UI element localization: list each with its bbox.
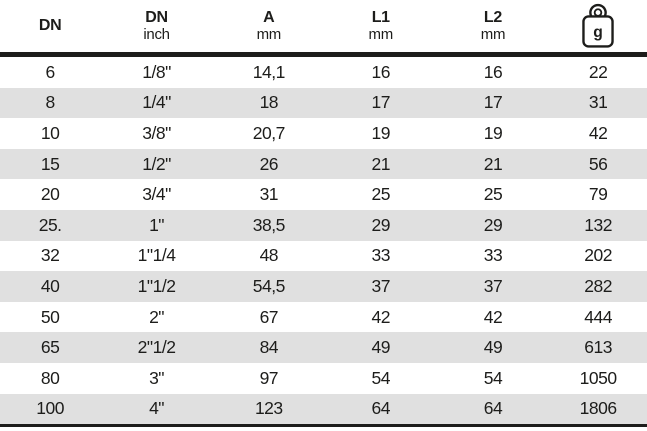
table-cell: 21 <box>371 153 390 174</box>
table-row <box>0 118 647 149</box>
table-row <box>0 210 647 241</box>
header-row <box>0 0 647 55</box>
column-header-dn <box>0 0 100 55</box>
column-label: L1 <box>371 8 390 26</box>
weight-unit-label: g <box>593 24 603 42</box>
table-cell: 282 <box>584 275 612 296</box>
table-cell: 42 <box>483 306 503 327</box>
table-cell: 202 <box>584 245 612 266</box>
table-cell: 37 <box>483 275 503 296</box>
table-cell: 38,5 <box>252 214 285 235</box>
column-label: A <box>263 8 275 26</box>
table-cell: 65 <box>40 337 60 358</box>
column-unit: mm <box>480 25 506 43</box>
column-label: L2 <box>483 8 502 26</box>
table-cell: 42 <box>588 122 608 143</box>
table-cell: 16 <box>371 61 390 82</box>
table-cell: 19 <box>371 122 390 143</box>
column-header-weight <box>549 0 647 55</box>
table-cell: 37 <box>371 275 390 296</box>
table-cell: 2"1/2 <box>137 337 176 358</box>
table-cell: 10 <box>40 122 60 143</box>
table-cell: 20,7 <box>252 122 285 143</box>
table-cell: 64 <box>483 398 503 419</box>
table-cell: 49 <box>483 337 503 358</box>
table-cell: 1/8" <box>142 61 171 82</box>
table-cell: 15 <box>40 153 60 174</box>
table-cell: 32 <box>40 245 60 266</box>
table-cell: 54,5 <box>252 275 285 296</box>
table-cell: 18 <box>259 92 279 113</box>
table-cell: 6 <box>45 61 55 82</box>
table-cell: 33 <box>371 245 390 266</box>
table-cell: 17 <box>483 92 503 113</box>
table-body <box>0 55 647 426</box>
table-cell: 84 <box>259 337 279 358</box>
table-cell: 50 <box>40 306 60 327</box>
table-cell: 22 <box>588 61 608 82</box>
table-cell: 20 <box>40 184 60 205</box>
table-cell: 8 <box>45 92 55 113</box>
table-cell: 64 <box>371 398 390 419</box>
table-cell: 54 <box>483 367 503 388</box>
table-cell: 17 <box>371 92 390 113</box>
table-cell: 16 <box>483 61 503 82</box>
column-unit: mm <box>256 25 281 43</box>
column-unit: mm <box>368 25 393 43</box>
table-cell: 1050 <box>579 367 617 388</box>
table-cell: 1/2" <box>142 153 171 174</box>
table-cell: 48 <box>259 245 279 266</box>
table-cell: 79 <box>588 184 608 205</box>
table-cell: 1"1/4 <box>137 245 176 266</box>
table-cell: 1" <box>149 214 165 235</box>
table-cell: 80 <box>40 367 60 388</box>
table-row <box>0 332 647 363</box>
table-cell: 67 <box>259 306 279 327</box>
table-cell: 132 <box>584 214 612 235</box>
table-cell: 19 <box>483 122 503 143</box>
table-cell: 2" <box>149 306 165 327</box>
table-cell: 1"1/2 <box>137 275 176 296</box>
table-row <box>0 394 647 426</box>
table-cell: 444 <box>584 306 612 327</box>
table-cell: 3" <box>149 367 165 388</box>
table-cell: 1806 <box>579 398 617 419</box>
table-cell: 21 <box>483 153 503 174</box>
table-cell: 42 <box>371 306 390 327</box>
table-row <box>0 241 647 272</box>
column-header-l1 <box>325 0 437 55</box>
table-row <box>0 149 647 180</box>
table-cell: 56 <box>588 153 608 174</box>
table-row <box>0 55 647 88</box>
table-cell: 14,1 <box>252 61 285 82</box>
table-cell: 123 <box>254 398 283 419</box>
column-label: DN <box>145 8 168 26</box>
table-cell: 3/4" <box>142 184 171 205</box>
table-row <box>0 302 647 333</box>
table-row <box>0 271 647 302</box>
table-cell: 100 <box>36 398 64 419</box>
table-cell: 31 <box>588 92 608 113</box>
table-cell: 4" <box>149 398 165 419</box>
column-unit: inch <box>143 25 170 43</box>
table-row <box>0 363 647 394</box>
table-row <box>0 88 647 119</box>
table-cell: 49 <box>371 337 390 358</box>
column-label: DN <box>38 17 62 35</box>
column-header-a <box>213 0 325 55</box>
table-cell: 25 <box>483 184 503 205</box>
column-header-l2 <box>437 0 550 55</box>
table-cell: 3/8" <box>142 122 171 143</box>
table-cell: 31 <box>259 184 279 205</box>
table-cell: 54 <box>371 367 390 388</box>
table-cell: 97 <box>259 367 279 388</box>
table-header <box>0 0 647 55</box>
column-header-dn-inch <box>100 0 213 55</box>
table-cell: 26 <box>259 153 279 174</box>
table-cell: 29 <box>483 214 503 235</box>
table-cell: 25 <box>371 184 390 205</box>
weight-icon <box>577 3 619 49</box>
table-cell: 1/4" <box>142 92 171 113</box>
table-row <box>0 179 647 210</box>
table-cell: 40 <box>40 275 60 296</box>
table-cell: 25. <box>38 214 62 235</box>
table-cell: 29 <box>371 214 390 235</box>
table-cell: 33 <box>483 245 503 266</box>
table-cell: 613 <box>584 337 612 358</box>
